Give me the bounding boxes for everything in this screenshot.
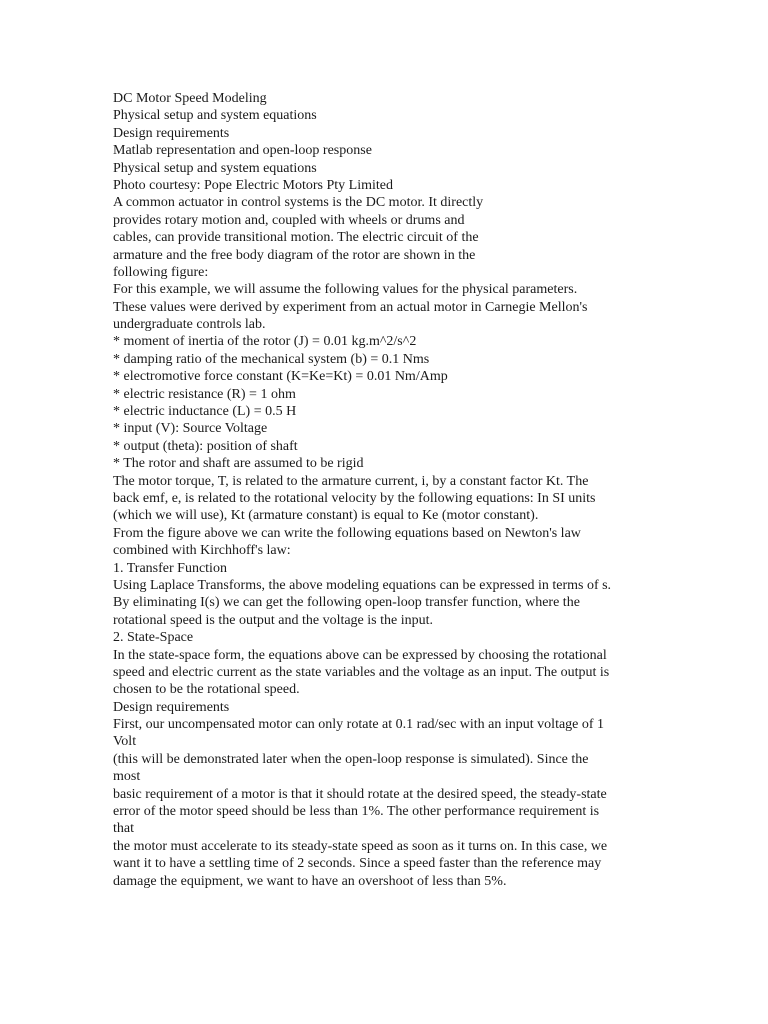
- text-line: provides rotary motion and, coupled with wheels or drums and: [113, 212, 465, 228]
- section-heading-transfer-function: 1. Transfer Function: [113, 560, 227, 576]
- section-heading-state-space: 2. State-Space: [113, 630, 194, 646]
- parameter-item: * damping ratio of the mechanical system (b) = 0.1 Nms: [113, 351, 430, 367]
- parameter-item: * electric inductance (L) = 0.5 H: [113, 404, 297, 420]
- section-heading-design-requirements: Design requirements: [113, 699, 230, 715]
- text-line: error of the motor speed should be less than 1%. The other performance requirement is: [113, 804, 600, 820]
- section-heading-physical-setup: Physical setup and system equations: [113, 160, 317, 176]
- document-body: [113, 90, 653, 890]
- text-line: that: [113, 821, 134, 837]
- document-title: DC Motor Speed Modeling: [113, 91, 267, 106]
- parameter-item: * output (theta): position of shaft: [113, 438, 298, 454]
- text-line: rotational speed is the output and the voltage is the input.: [113, 612, 433, 628]
- text-line: combined with Kirchhoff's law:: [113, 543, 291, 559]
- text-line: For this example, we will assume the following values for the physical parameters.: [113, 282, 578, 298]
- text-line: Volt: [113, 734, 137, 750]
- text-line: These values were derived by experiment from an actual motor in Carnegie Mellon's: [113, 299, 588, 315]
- parameter-item: * moment of inertia of the rotor (J) = 0.01 kg.m^2/s^2: [113, 334, 417, 350]
- parameter-item: * electric resistance (R) = 1 ohm: [113, 386, 296, 402]
- text-line: the motor must accelerate to its steady-state speed as soon as it turns on. In this case, we: [113, 838, 608, 854]
- text-line: undergraduate controls lab.: [113, 317, 266, 333]
- toc-item-physical-setup: Physical setup and system equations: [113, 108, 317, 124]
- parameter-item: * input (V): Source Voltage: [113, 421, 268, 437]
- text-line: First, our uncompensated motor can only rotate at 0.1 rad/sec with an input voltage of 1: [113, 717, 605, 733]
- text-line: most: [113, 769, 141, 785]
- text-line: back emf, e, is related to the rotational velocity by the following equations: In SI units: [113, 490, 596, 506]
- toc-item-matlab-representation: Matlab representation and open-loop response: [113, 143, 372, 159]
- text-line: damage the equipment, we want to have an overshoot of less than 5%.: [113, 873, 507, 889]
- text-line: From the figure above we can write the following equations based on Newton's law: [113, 525, 581, 541]
- text-line: following figure:: [113, 264, 209, 280]
- text-line: The motor torque, T, is related to the armature current, i, by a constant factor Kt. The: [113, 473, 589, 489]
- text-line: Using Laplace Transforms, the above modeling equations can be expressed in terms of s.: [113, 577, 612, 593]
- text-line: chosen to be the rotational speed.: [113, 682, 300, 698]
- parameter-item: * electromotive force constant (K=Ke=Kt) = 0.01 Nm/Amp: [113, 369, 448, 385]
- toc-item-design-requirements: Design requirements: [113, 125, 230, 141]
- text-line: basic requirement of a motor is that it should rotate at the desired speed, the steady-state: [113, 786, 607, 802]
- text-line: A common actuator in control systems is the DC motor. It directly: [113, 195, 484, 211]
- text-line: cables, can provide transitional motion. The electric circuit of the: [113, 230, 479, 246]
- parameter-item: * The rotor and shaft are assumed to be rigid: [113, 456, 364, 472]
- text-line: want it to have a settling time of 2 seconds. Since a speed faster than the reference may: [113, 856, 602, 872]
- text-line: armature and the free body diagram of the rotor are shown in the: [113, 247, 476, 263]
- text-line: In the state-space form, the equations above can be expressed by choosing the rotational: [113, 647, 607, 663]
- text-line: (which we will use), Kt (armature constant) is equal to Ke (motor constant).: [113, 508, 539, 524]
- text-line: (this will be demonstrated later when the open-loop response is simulated). Since the: [113, 751, 589, 767]
- text-line: speed and electric current as the state variables and the voltage as an input. The output is: [113, 664, 610, 680]
- photo-credit: Photo courtesy: Pope Electric Motors Pty Limited: [113, 177, 393, 193]
- text-line: By eliminating I(s) we can get the following open-loop transfer function, where the: [113, 595, 580, 611]
